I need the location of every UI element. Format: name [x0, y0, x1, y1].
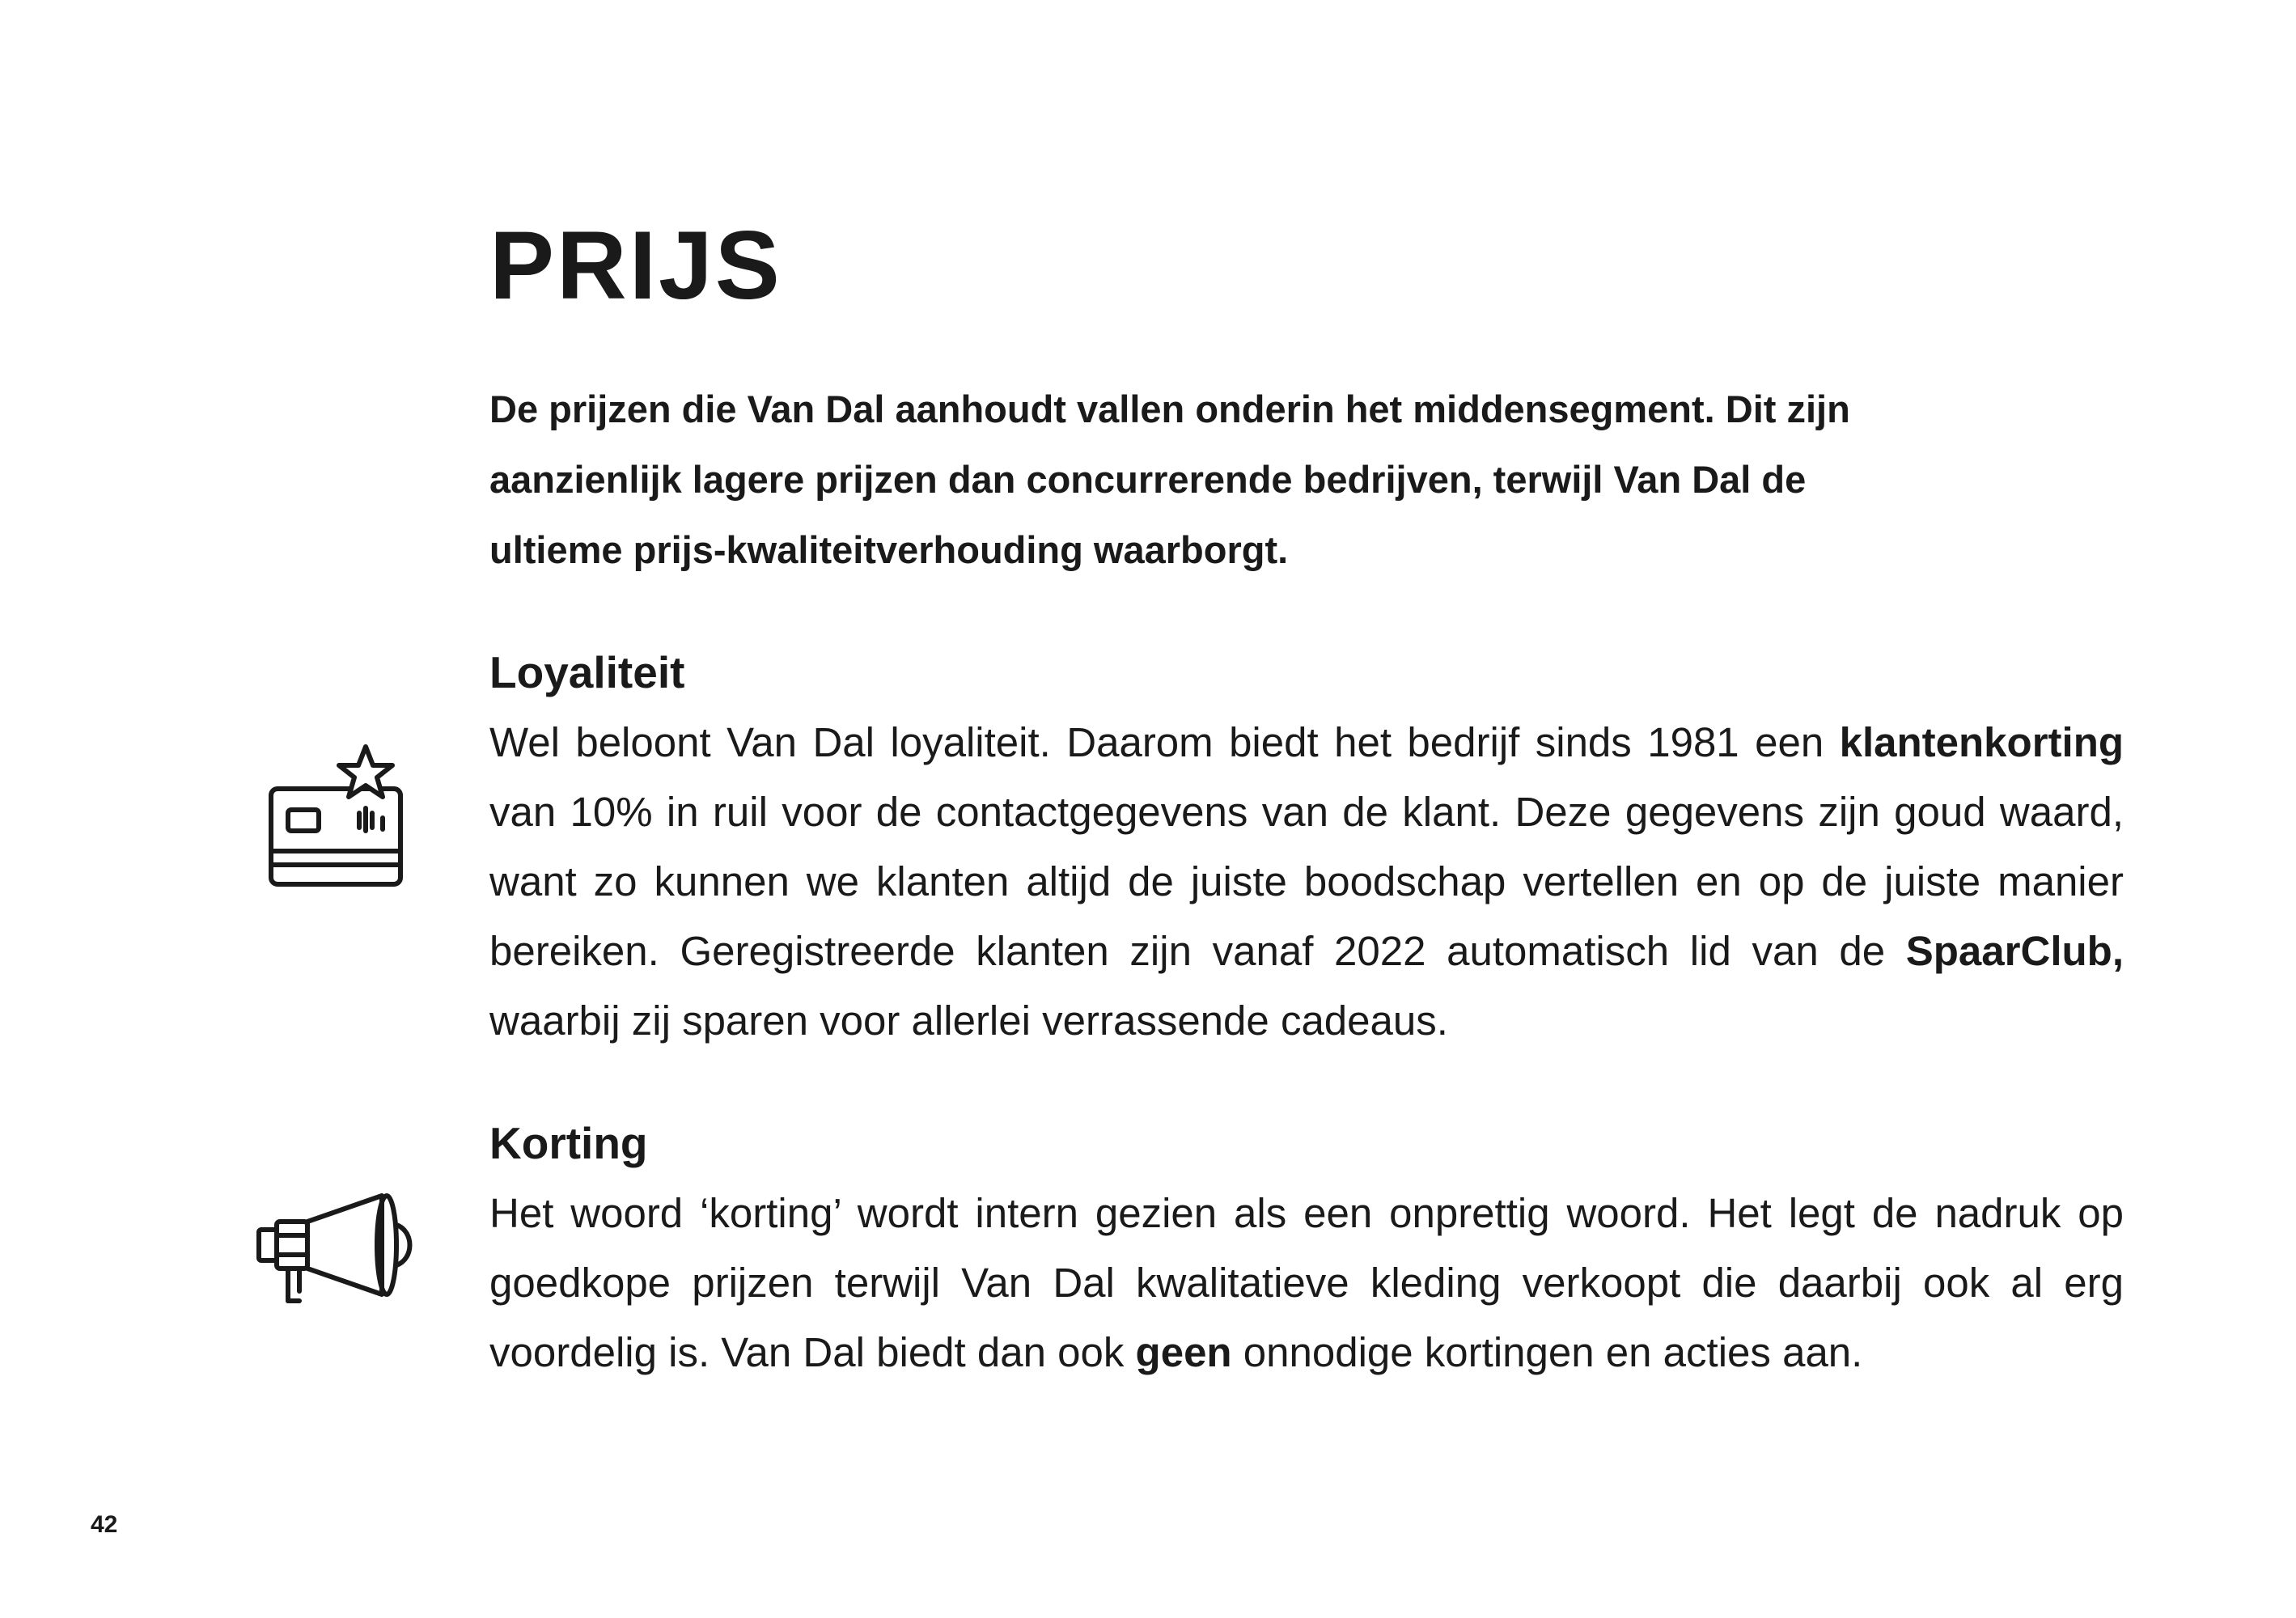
section-heading-loyaliteit: Loyaliteit: [489, 647, 685, 697]
loyalty-card-star-icon: [267, 740, 405, 890]
emphasis-klantenkorting: klantenkorting: [1839, 719, 2124, 765]
section-body-loyaliteit: Wel beloont Van Dal loyaliteit. Daarom biedt het bedrijf sinds 1981 een klantenkorting van 10% in ruil voor de contactgegevens van de klant. Deze gegevens zijn goud waard, want zo kunnen we klanten altijd de juiste boodschap vertellen en op de juiste manier bereiken. Geregistreerde klanten zijn vanaf 2022 automatisch lid van de SpaarClub, waarbij zij sparen voor allerlei verrassende cadeaus.: [489, 719, 2124, 1044]
section-heading-korting: Korting: [489, 1118, 648, 1168]
emphasis-spaarclub: SpaarClub,: [1905, 928, 2124, 974]
section-loyaliteit: [489, 637, 2124, 1056]
intro-paragraph: De prijzen die Van Dal aanhoudt vallen onderin het middensegment. Dit zijn aanzienlijk lagere prijzen dan concurrerende bedrijven, terwijl Van Dal de ultieme prijs-kwaliteitverhouding waarborgt.: [489, 388, 1850, 571]
page-title: PRIJS: [489, 211, 782, 320]
emphasis-geen: geen: [1135, 1329, 1232, 1375]
megaphone-icon: [252, 1189, 418, 1311]
page-number: 42: [91, 1511, 118, 1538]
section-body-korting: Het woord ‘korting’ wordt intern gezien als een onprettig woord. Het legt de nadruk op goedkope prijzen terwijl Van Dal kwalitatieve kleding verkoopt die daarbij ook al erg voordelig is. Van Dal biedt dan ook geen onnodige kortingen en acties aan.: [489, 1190, 2124, 1375]
section-korting: [489, 1108, 2124, 1387]
